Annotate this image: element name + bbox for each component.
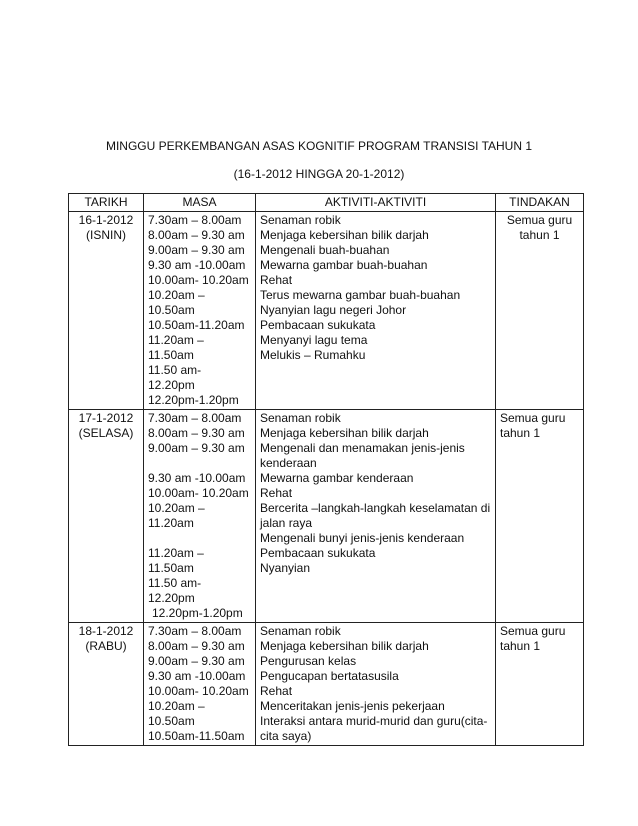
table-row — [69, 212, 584, 410]
page-title: MINGGU PERKEMBANGAN ASAS KOGNITIF PROGRAM TRANSISI TAHUN 1 — [105, 139, 533, 153]
schedule-table — [68, 193, 584, 746]
activity-item: Terus mewarna gambar buah-buahan — [260, 288, 461, 302]
activity-item: Menyanyi lagu tema — [260, 333, 368, 347]
activity-item: Senaman robik — [260, 213, 341, 227]
table-header-row — [69, 194, 584, 212]
activity-item: Pengucapan bertatasusila — [260, 669, 399, 683]
date-text: 18-1-2012 — [78, 624, 134, 638]
date-cell — [69, 623, 144, 746]
time-slot: 10.20am – 10.50am — [148, 288, 205, 317]
activity-item: Menjaga kebersihan bilik darjah — [260, 639, 429, 653]
activity-item: Rehat — [260, 486, 293, 500]
time-slot: 9.00am – 9.30 am — [148, 243, 245, 257]
action-text: Semua guru — [506, 213, 573, 227]
activity-item: Bercerita –langkah-langkah keselamatan di jalan raya — [260, 501, 491, 530]
day-name: (RABU) — [85, 639, 127, 653]
activity-item: Menceritakan jenis-jenis pekerjaan — [260, 699, 445, 713]
activity-item: Mewarna gambar kenderaan — [260, 471, 414, 485]
action-text: tahun 1 — [519, 228, 560, 242]
action-text: tahun 1 — [500, 426, 541, 440]
activity-item: Interaksi antara murid-murid dan guru(cita-cita saya) — [260, 714, 488, 743]
time-slot: 8.00am – 9.30 am — [148, 228, 245, 242]
time-slot: 7.30am – 8.00am — [148, 213, 242, 227]
time-cell — [144, 212, 256, 410]
time-slot: 9.00am – 9.30 am — [148, 654, 245, 668]
time-cell — [144, 623, 256, 746]
time-slot: 10.20am – 10.50am — [148, 699, 205, 728]
time-slot — [148, 531, 251, 546]
action-cell — [496, 623, 584, 746]
activity-item: Pengurusan kelas — [260, 654, 357, 668]
activity-item: Senaman robik — [260, 411, 341, 425]
action-cell — [496, 212, 584, 410]
time-slot: 10.50am-11.50am — [148, 729, 245, 743]
activity-item: Senaman robik — [260, 624, 341, 638]
date-text: 16-1-2012 — [78, 213, 134, 227]
time-slot: 7.30am – 8.00am — [148, 624, 242, 638]
time-slot: 10.50am-11.20am — [148, 318, 245, 332]
activity-item: Rehat — [260, 684, 293, 698]
date-cell — [69, 410, 144, 623]
activity-cell — [256, 212, 496, 410]
time-slot: 10.00am- 10.20am — [148, 273, 249, 287]
action-text: Semua guru — [500, 411, 566, 425]
activity-item: Pembacaan sukukata — [260, 318, 376, 332]
date-text: 17-1-2012 — [78, 411, 134, 425]
column-header-aktiviti: AKTIVITI-AKTIVITI — [256, 194, 496, 212]
activity-item: Rehat — [260, 273, 293, 287]
day-name: (ISNIN) — [86, 228, 126, 242]
time-slot: 9.30 am -10.00am — [148, 471, 246, 485]
time-slot: 9.30 am -10.00am — [148, 258, 246, 272]
activity-item: Pembacaan sukukata — [260, 546, 376, 560]
time-slot: 8.00am – 9.30 am — [148, 426, 245, 440]
column-header-tindakan: TINDAKAN — [496, 194, 584, 212]
action-text: Semua guru — [500, 624, 566, 638]
table-row — [69, 623, 584, 746]
time-slot: 12.20pm-1.20pm — [152, 606, 243, 620]
action-cell — [496, 410, 584, 623]
time-slot: 10.00am- 10.20am — [148, 486, 249, 500]
time-slot: 7.30am – 8.00am — [148, 411, 242, 425]
time-slot: 9.30 am -10.00am — [148, 669, 246, 683]
activity-item: Menjaga kebersihan bilik darjah — [260, 426, 429, 440]
date-cell — [69, 212, 144, 410]
activity-item: Nyanyian — [260, 561, 311, 575]
action-text: tahun 1 — [500, 639, 541, 653]
activity-item: Menjaga kebersihan bilik darjah — [260, 228, 429, 242]
activity-item: Mewarna gambar buah-buahan — [260, 258, 428, 272]
activity-item: Mengenali bunyi jenis-jenis kenderaan — [260, 531, 465, 545]
activity-item: Mengenali buah-buahan — [260, 243, 390, 257]
activity-item: Melukis – Rumahku — [260, 348, 366, 362]
time-slot: 11.20am – 11.50am — [148, 546, 204, 575]
time-cell — [144, 410, 256, 623]
activity-cell — [256, 410, 496, 623]
table-row — [69, 410, 584, 623]
time-slot — [148, 456, 251, 471]
activity-cell — [256, 623, 496, 746]
date-range-subtitle: (16-1-2012 HINGGA 20-1-2012) — [233, 167, 405, 181]
activity-item: Nyanyian lagu negeri Johor — [260, 303, 407, 317]
time-slot: 11.50 am- 12.20pm — [148, 363, 202, 392]
time-slot: 10.00am- 10.20am — [148, 684, 249, 698]
time-slot: 8.00am – 9.30 am — [148, 639, 245, 653]
time-slot: 11.20am – 11.50am — [148, 333, 204, 362]
activity-item: Mengenali dan menamakan jenis-jenis kenderaan — [260, 441, 465, 470]
column-header-tarikh: TARIKH — [69, 194, 144, 212]
column-header-masa: MASA — [144, 194, 256, 212]
time-slot: 9.00am – 9.30 am — [148, 441, 245, 455]
time-slot: 12.20pm-1.20pm — [148, 393, 239, 407]
time-slot: 11.50 am- 12.20pm — [148, 576, 202, 605]
time-slot: 10.20am – 11.20am — [148, 501, 205, 530]
day-name: (SELASA) — [78, 426, 134, 440]
